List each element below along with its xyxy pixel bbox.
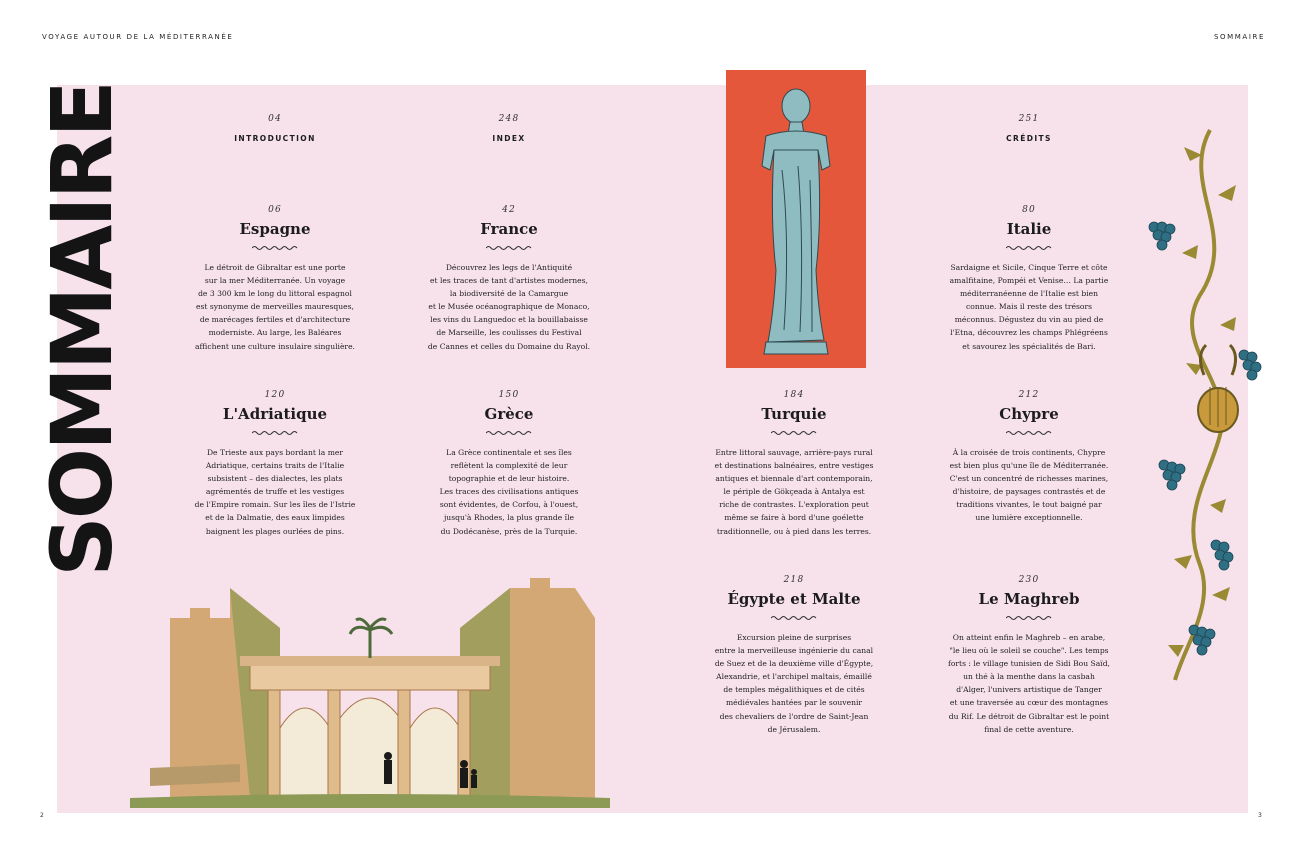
chapter-title: Espagne — [239, 220, 311, 238]
chapter-summary: La Grèce continentale et ses îles reflètent la complexité de leur topographie et de leur histoire. Les traces des civilisations antiques sont évidentes, de Corfou, à l'ouest, jusqu'à Rhodes, la plus grande île du Dodécanèse, près de la Turquie. — [439, 448, 579, 536]
page-number: 06 — [268, 205, 282, 215]
wave-divider-icon — [1006, 430, 1052, 436]
page-number: 120 — [264, 390, 286, 400]
toc-introduction[interactable] — [205, 114, 345, 143]
chapter-title: Chypre — [999, 405, 1059, 423]
toc-chapter-france[interactable] — [409, 205, 609, 353]
section-title: CRÉDITS — [1006, 134, 1052, 143]
wave-divider-icon — [252, 430, 298, 436]
toc-chapter-egypte-malte[interactable] — [689, 575, 899, 736]
chapter-title: L'Adriatique — [222, 405, 328, 423]
toc-index[interactable] — [439, 114, 579, 143]
page-number: 212 — [1018, 390, 1040, 400]
chapter-summary: On atteint enfin le Maghreb – en arabe, "le lieu où le soleil se couche". Les temps forts : le village tunisien de Sidi Bou Saïd, un thé à la menthe dans la casbah d'Alger, l'univers artistique de Tanger et une traversée au cœur des montagnes du Rif. Le détroit de Gibraltar est le point final de cette aventure. — [948, 633, 1110, 734]
chapter-summary: À la croisée de trois continents, Chypre est bien plus qu'une île de Méditerranée. C'est un concentré de richesses marines, d'histoire, de paysages contrastés et de traditions vivantes, le tout baigné par une lumière exceptionnelle. — [949, 448, 1109, 523]
folio-right: 3 — [1258, 812, 1262, 819]
statue-illustration — [726, 70, 866, 368]
vine-lyre-illustration — [1140, 125, 1265, 689]
chapter-title: Égypte et Malte — [727, 590, 861, 608]
chapter-title: France — [480, 220, 538, 238]
chapter-summary: Le détroit de Gibraltar est une porte sur la mer Méditerranée. Un voyage de 3 300 km le long du littoral espagnol est synonyme de merveilles mauresques, de marécages fertiles et d'architecture moderniste. Au large, les Baléares affichent une culture insulaire singulière. — [195, 263, 355, 351]
toc-chapter-maghreb[interactable] — [924, 575, 1134, 736]
section-title: INDEX — [492, 134, 526, 143]
chapter-summary: De Trieste aux pays bordant la mer Adriatique, certains traits de l'Italie subsistent – des dialectes, les plats agrémentés de truffe et les vestiges de l'Empire romain. Sur les îles de l'Istrie et de la Dalmatie, des eaux limpides baignent les plages ourlées de pins. — [194, 448, 356, 536]
wave-divider-icon — [486, 430, 532, 436]
wave-divider-icon — [252, 245, 298, 251]
toc-chapter-espagne[interactable] — [185, 205, 365, 353]
toc-chapter-adriatique[interactable] — [175, 390, 375, 538]
page-number: 248 — [498, 114, 520, 124]
wave-divider-icon — [771, 615, 817, 621]
chapter-title: Grèce — [484, 405, 534, 423]
wave-divider-icon — [771, 430, 817, 436]
page-number: 230 — [1018, 575, 1040, 585]
chapter-summary: Découvrez les legs de l'Antiquité et les traces de tant d'artistes modernes, la biodiversité de la Camargue et le Musée océanographique de Monaco, les vins du Languedoc et la bouillabaisse de Marseille, les coulisses du Festival de Cannes et celles du Domaine du Rayol. — [427, 263, 591, 351]
toc-chapter-italie[interactable] — [929, 205, 1129, 353]
ancient-gate-illustration — [130, 568, 610, 812]
page-number: 218 — [783, 575, 805, 585]
chapter-title: Turquie — [761, 405, 827, 423]
page-number: 42 — [502, 205, 516, 215]
page-number: 150 — [498, 390, 520, 400]
page-number: 184 — [783, 390, 805, 400]
page-title: SOMMAIRE — [33, 83, 131, 577]
wave-divider-icon — [1006, 245, 1052, 251]
page-number: 04 — [268, 114, 282, 124]
toc-chapter-chypre[interactable] — [929, 390, 1129, 525]
chapter-summary: Excursion pleine de surprises entre la merveilleuse ingénierie du canal de Suez et de la deuxième ville d'Égypte, Alexandrie, et l'archipel maltais, émaillé de temples mégalithiques et de cités médiévales hantées par le souvenir des chevaliers de l'ordre de Saint-Jean de Jérusalem. — [714, 633, 874, 734]
toc-chapter-turquie[interactable] — [689, 390, 899, 538]
toc-chapter-grece[interactable] — [414, 390, 604, 538]
folio-left: 2 — [40, 812, 44, 819]
wave-divider-icon — [1006, 615, 1052, 621]
toc-credits[interactable] — [959, 114, 1099, 143]
running-header-left: VOYAGE AUTOUR DE LA MÉDITERRANÉE — [42, 33, 234, 41]
section-title: INTRODUCTION — [234, 134, 316, 143]
chapter-summary: Entre littoral sauvage, arrière-pays rural et destinations balnéaires, entre vestiges antiques et biennale d'art contemporain, le périple de Gökçeada à Antalya est riche de contrastes. L'exploration peut même se faire à bord d'une goélette traditionnelle, ou à pied dans les terres. — [714, 448, 874, 536]
chapter-title: Italie — [1006, 220, 1052, 238]
wave-divider-icon — [486, 245, 532, 251]
chapter-summary: Sardaigne et Sicile, Cinque Terre et côte amalfitaine, Pompéi et Venise… La partie méditerranéenne de l'Italie est bien connue. Mais il reste des trésors méconnus. Dégustez du vin au pied de l'Etna, découvrez les champs Phlégréens et savourez les spécialités de Bari. — [949, 263, 1109, 351]
lyre-icon — [1198, 345, 1238, 432]
chapter-title: Le Maghreb — [978, 590, 1080, 608]
running-header-right: SOMMAIRE — [1214, 33, 1265, 41]
page-number: 251 — [1018, 114, 1040, 124]
page-number: 80 — [1022, 205, 1036, 215]
